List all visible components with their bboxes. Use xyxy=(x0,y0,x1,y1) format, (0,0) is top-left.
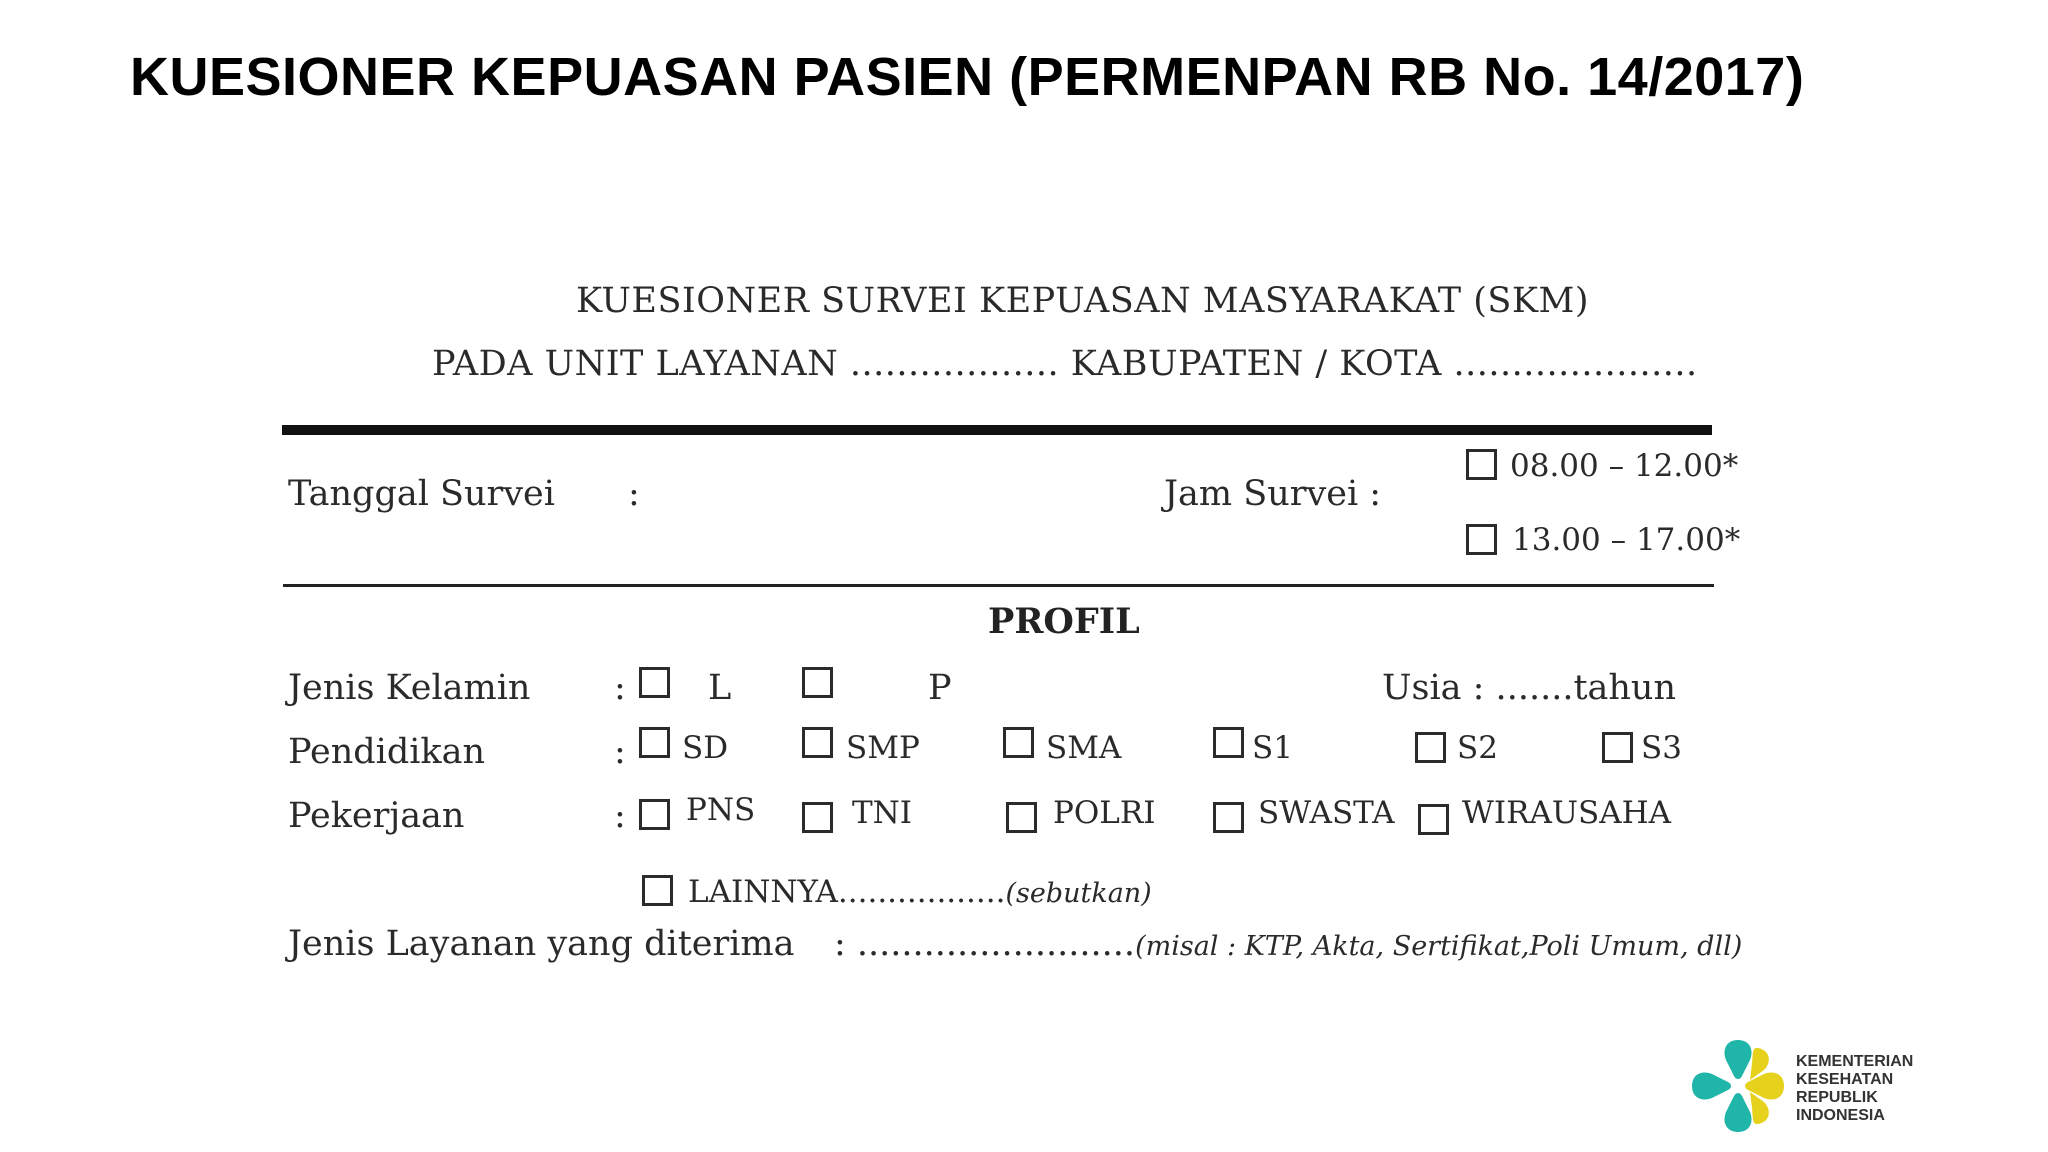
jenis-layanan-note: (misal : KTP, Akta, Sertifikat,Poli Umum, dll) xyxy=(1135,931,1743,962)
pekerjaan-swasta-label: SWASTA xyxy=(1258,795,1395,831)
pendidikan-sd-checkbox[interactable] xyxy=(639,727,670,758)
pendidikan-sd-label: SD xyxy=(682,730,729,766)
pendidikan-s1-checkbox[interactable] xyxy=(1213,727,1244,758)
logo-line-1: KEMENTERIAN xyxy=(1796,1053,1914,1070)
pendidikan-s3-label: S3 xyxy=(1641,730,1682,766)
jam-option-2-checkbox[interactable] xyxy=(1466,524,1497,555)
kemenkes-logo-icon xyxy=(1688,1036,1788,1136)
jenis-layanan-label: Jenis Layanan yang diterima xyxy=(288,924,795,964)
jenis-kelamin-colon: : xyxy=(614,668,626,708)
logo-line-4: INDONESIA xyxy=(1796,1107,1885,1124)
pendidikan-smp-label: SMP xyxy=(846,730,920,766)
gender-p-checkbox[interactable] xyxy=(802,667,833,698)
pendidikan-label: Pendidikan xyxy=(288,732,486,772)
pekerjaan-tni-checkbox[interactable] xyxy=(802,802,833,833)
jenis-layanan-field[interactable] xyxy=(834,924,1742,964)
tanggal-colon: : xyxy=(628,474,640,514)
kemenkes-logo-text xyxy=(1796,1053,1913,1125)
pendidikan-smp-checkbox[interactable] xyxy=(802,727,833,758)
gender-l-label: L xyxy=(708,668,732,708)
pendidikan-s2-checkbox[interactable] xyxy=(1415,732,1446,763)
logo-petal-bottom xyxy=(1725,1093,1752,1132)
pendidikan-s2-label: S2 xyxy=(1457,730,1498,766)
pendidikan-sma-label: SMA xyxy=(1046,730,1122,766)
form-header-line2: PADA UNIT LAYANAN .................. KABUPATEN / KOTA ..................... xyxy=(432,344,1698,384)
jam-option-2-label: 13.00 – 17.00* xyxy=(1512,522,1741,558)
lainnya-note: (sebutkan) xyxy=(1005,878,1152,909)
gender-l-checkbox[interactable] xyxy=(639,667,670,698)
profile-divider xyxy=(283,584,1714,587)
pendidikan-sma-checkbox[interactable] xyxy=(1003,727,1034,758)
usia-field[interactable]: Usia : .......tahun xyxy=(1382,668,1676,708)
logo-line-2: KESEHATAN xyxy=(1796,1071,1894,1088)
pekerjaan-polri-checkbox[interactable] xyxy=(1006,802,1037,833)
jam-survei-label: Jam Survei : xyxy=(1164,474,1382,514)
logo-petal-left xyxy=(1692,1073,1731,1100)
jenis-kelamin-label: Jenis Kelamin xyxy=(288,668,531,708)
logo-line-3: REPUBLIK xyxy=(1796,1089,1878,1106)
jam-option-1-checkbox[interactable] xyxy=(1466,449,1497,480)
pekerjaan-swasta-checkbox[interactable] xyxy=(1213,802,1244,833)
pekerjaan-pns-label: PNS xyxy=(686,792,756,828)
pekerjaan-tni-label: TNI xyxy=(852,795,913,831)
slide-title: KUESIONER KEPUASAN PASIEN (PERMENPAN RB No. 14/2017) xyxy=(130,47,1805,107)
jenis-layanan-value: : ......................... xyxy=(834,924,1136,964)
pendidikan-s1-label: S1 xyxy=(1252,730,1293,766)
lainnya-text: LAINNYA................. xyxy=(688,874,1006,910)
gender-p-label: P xyxy=(928,668,952,708)
header-divider xyxy=(282,425,1712,435)
pekerjaan-label: Pekerjaan xyxy=(288,796,465,836)
pekerjaan-pns-checkbox[interactable] xyxy=(639,799,670,830)
pekerjaan-colon: : xyxy=(614,796,626,836)
pendidikan-s3-checkbox[interactable] xyxy=(1602,732,1633,763)
profil-heading: PROFIL xyxy=(988,601,1140,642)
pekerjaan-lainnya-checkbox[interactable] xyxy=(642,875,673,906)
pekerjaan-lainnya-label xyxy=(688,874,1152,910)
pendidikan-colon: : xyxy=(614,732,626,772)
pekerjaan-polri-label: POLRI xyxy=(1053,795,1156,831)
form-header-line1: KUESIONER SURVEI KEPUASAN MASYARAKAT (SKM) xyxy=(576,281,1589,321)
logo-petal-top xyxy=(1725,1040,1752,1079)
pekerjaan-wirausaha-checkbox[interactable] xyxy=(1418,804,1449,835)
pekerjaan-wirausaha-label: WIRAUSAHA xyxy=(1462,795,1672,831)
jam-option-1-label: 08.00 – 12.00* xyxy=(1510,448,1739,484)
tanggal-survei-label: Tanggal Survei xyxy=(288,474,555,514)
